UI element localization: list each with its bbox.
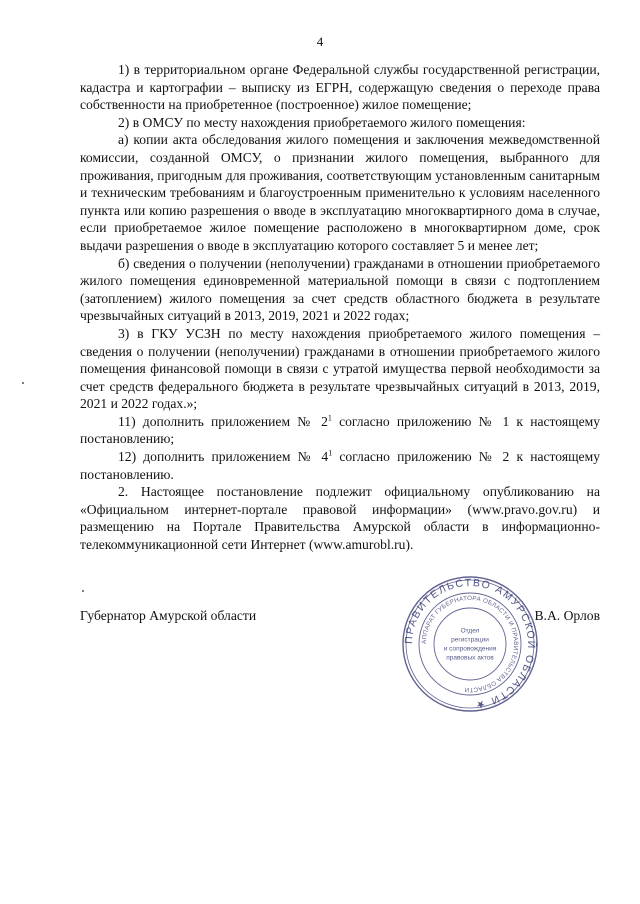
amendment-12-before: 12) дополнить приложением № 4 xyxy=(118,449,329,465)
signatory-name: В.А. Орлов xyxy=(534,608,600,623)
seal-center-line: и сопровождения xyxy=(443,645,497,653)
amendment-item-11 xyxy=(80,413,600,448)
official-seal xyxy=(400,574,540,714)
svg-text:АППАРАТ ГУБЕРНАТОРА ОБЛАСТИ И: АППАРАТ ГУБЕРНАТОРА ОБЛАСТИ И ПРАВИТЕЛЬСТВА ОБЛАСТИ xyxy=(420,594,520,694)
amendment-11-after: согласно приложению № 1 к настоящему постановлению; xyxy=(80,413,600,447)
paragraph-material-aid: б) сведения о получении (неполучении) гражданами в отношении приобретаемого жилого помещения единовременной материальной помощи в связи с подтоплением (затоплением) жилого помещения за счет средств областного бюджета в результате чрезвычайных ситуаций в 2013, 2019, 2021 и 2022 годах; xyxy=(80,255,600,324)
amendment-12-superscript: 1 xyxy=(328,448,333,458)
amendment-11-superscript: 1 xyxy=(327,413,332,423)
svg-text:ПРАВИТЕЛЬСТВО АМУРСКОЙ ОБЛАСТИ: ПРАВИТЕЛЬСТВО АМУРСКОЙ ОБЛАСТИ ★ xyxy=(402,576,538,712)
seal-center-line: правовых актов xyxy=(446,654,494,662)
paragraph-publication: 2. Настоящее постановление подлежит официальному опубликованию на «Официальном интернет-портале правовой информации» (www.pravo.gov.ru) и размещению на Портале Правительства Амурской области в информационно-телекоммуникационной сети Интернет (www.amurobl.ru). xyxy=(80,484,600,553)
amendment-item-12 xyxy=(80,448,600,483)
signature-block xyxy=(80,576,600,738)
amendment-12-after: согласно приложению № 2 к настоящему постановлению. xyxy=(80,449,600,482)
page-number: 4 xyxy=(316,34,324,49)
amendment-11-before: 11) дополнить приложением № 2 xyxy=(118,413,328,429)
paragraph-omsu: 2) в ОМСУ по месту нахождения приобретаемого жилого помещения: xyxy=(118,114,526,130)
seal-center-line: Отдел xyxy=(460,627,480,635)
scan-speck xyxy=(22,382,24,384)
paragraph-uszn: 3) в ГКУ УСЗН по месту нахождения приобретаемого жилого помещения – сведения о получении (неполучении) гражданами в отношении приобретаемого жилого помещения финансовой помощи в связи с утратой имущества первой необходимости за счет средств федерального бюджета в результате чрезвычайных ситуаций в 2013, 2019, 2021 и 2022 годах.»; xyxy=(80,325,600,412)
paragraph-egrn: 1) в территориальном органе Федеральной службы государственной регистрации, кадастра и картографии – выписку из ЕГРН, содержащую сведения о переходе права собственности на приобретенное (построенное) жилое помещение; xyxy=(80,62,600,113)
paragraph-inspection-act: а) копии акта обследования жилого помещения и заключения межведомственной комиссии, созданной ОМСУ, о признании жилого помещения, выбранного для проживания, пригодным для проживания, соответствующим установленным санитарным и техническим требованиям и благоустроенным применительно к условиям населенного пункта или копию разрешения о вводе в эксплуатацию многоквартирного дома в случае, если приобретаемое жилое помещение расположено в многоквартирном доме, срок выдачи разрешения о вводе в эксплуатацию которого составляет 5 и менее лет; xyxy=(80,132,600,253)
document-body xyxy=(80,61,600,554)
signatory-title: Губернатор Амурской области xyxy=(80,608,257,623)
seal-center-line: регистрации xyxy=(451,636,489,644)
scan-speck xyxy=(82,590,84,592)
